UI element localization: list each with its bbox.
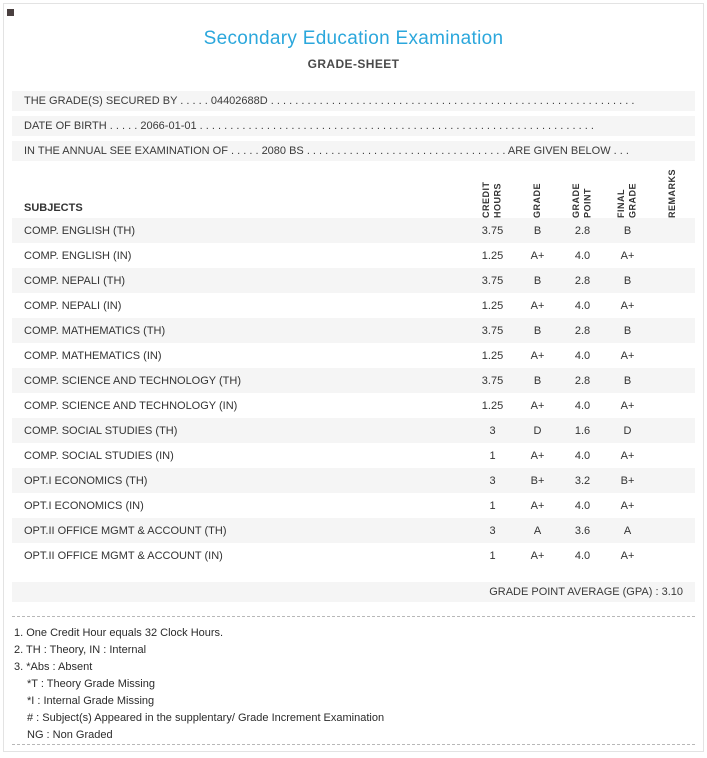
grade-point-cell: 4.0 [574,399,591,412]
grade-point-cell: 2.8 [574,274,591,287]
credit-hours-cell: 1.25 [481,349,504,362]
subject-cell: OPT.II OFFICE MGMT & ACCOUNT (TH) [24,524,227,537]
page-title: Secondary Education Examination [203,28,504,49]
column-header-remarks-label: REMARKS [666,168,677,218]
grade-table [12,166,695,568]
final-grade-cell: B+ [620,474,635,487]
grade-point-cell: 4.0 [574,349,591,362]
credit-hours-cell: 3 [489,424,496,437]
grade-point-cell: 2.8 [574,324,591,337]
footnote-item-text: 3. *Abs : Absent [14,661,93,673]
info-line [12,141,695,161]
footnote-item [12,642,695,659]
info-line [12,91,695,111]
subject-cell: COMP. SOCIAL STUDIES (IN) [24,449,174,462]
subject-cell: COMP. ENGLISH (TH) [24,224,136,237]
grade-sheet-page [3,3,704,752]
final-grade-cell: B [623,274,632,287]
subject-cell: OPT.I ECONOMICS (TH) [24,474,148,487]
footnote-sub-list [12,676,695,744]
credit-hours-cell: 3.75 [481,224,504,237]
table-row [12,368,695,393]
subject-cell: COMP. SCIENCE AND TECHNOLOGY (TH) [24,374,241,387]
subject-cell: COMP. NEPALI (TH) [24,274,126,287]
grade-point-cell: 4.0 [574,249,591,262]
grade-cell: A+ [530,249,545,262]
page-subtitle: GRADE-SHEET [307,57,400,71]
subject-cell: COMP. ENGLISH (IN) [24,249,132,262]
table-row [12,543,695,568]
grade-cell: B+ [530,474,545,487]
final-grade-cell: B [623,324,632,337]
grade-cell: B [533,224,542,237]
info-line-text: DATE OF BIRTH . . . . . 2066-01-01 . . . . . . . . . . . . . . . . . . . . . . . . . . . . . . . . . . . . . . . . . . . . . . . . . . . . . . . . . . . . . . . . . [24,120,594,132]
final-grade-cell: D [623,424,632,437]
table-row [12,468,695,493]
info-line-text: IN THE ANNUAL SEE EXAMINATION OF . . . . . 2080 BS . . . . . . . . . . . . . . . . . . . . . . . . . . . . . . . . . ARE GIVEN BELOW . . . [24,145,629,157]
grade-point-cell: 4.0 [574,549,591,562]
gpa-value: 3.10 [661,586,683,598]
credit-hours-cell: 1 [489,449,496,462]
grade-point-cell: 3.2 [574,474,591,487]
gpa-line [12,582,695,602]
subject-cell: COMP. MATHEMATICS (TH) [24,324,166,337]
footnote-sub-item [12,676,695,693]
credit-hours-cell: 1.25 [481,299,504,312]
final-grade-cell: A+ [620,549,635,562]
grade-point-cell: 3.6 [574,524,591,537]
final-grade-cell: A+ [620,499,635,512]
final-grade-cell: A+ [620,449,635,462]
table-row [12,518,695,543]
grade-cell: A+ [530,549,545,562]
grade-point-cell: 4.0 [574,299,591,312]
footnote-item [12,625,695,642]
grade-point-cell: 4.0 [574,499,591,512]
footnote-sub-item-text: *I : Internal Grade Missing [27,695,155,707]
table-header [12,166,695,218]
grade-point-cell: 4.0 [574,449,591,462]
final-grade-cell: A+ [620,349,635,362]
column-header-final-grade-label: FINAL GRADE [615,182,638,218]
footnote-sub-item [12,710,695,727]
final-grade-cell: A+ [620,249,635,262]
table-body [12,218,695,568]
footnote-sub-item-text: # : Subject(s) Appeared in the supplentary/ Grade Increment Examination [27,712,385,724]
subject-cell: OPT.II OFFICE MGMT & ACCOUNT (IN) [24,549,223,562]
footnotes [12,625,695,744]
credit-hours-cell: 3.75 [481,324,504,337]
footnote-item [12,659,695,676]
table-row [12,318,695,343]
final-grade-cell: A+ [620,299,635,312]
credit-hours-cell: 3.75 [481,274,504,287]
credit-hours-cell: 3.75 [481,374,504,387]
gpa-label: GRADE POINT AVERAGE (GPA) : [489,586,659,598]
table-row [12,493,695,518]
info-line [12,116,695,136]
column-header-subjects: SUBJECTS [24,202,83,214]
subject-cell: COMP. NEPALI (IN) [24,299,122,312]
info-lines [12,91,695,161]
column-header-credit-hours [470,166,515,223]
table-row [12,268,695,293]
grade-cell: D [533,424,542,437]
credit-hours-cell: 1.25 [481,399,504,412]
subject-cell: COMP. MATHEMATICS (IN) [24,349,162,362]
table-row [12,418,695,443]
footnote-item-text: 1. One Credit Hour equals 32 Clock Hours. [14,627,224,639]
final-grade-cell: A+ [620,399,635,412]
footnote-sub-item [12,693,695,710]
credit-hours-cell: 1 [489,499,496,512]
footnote-sub-item-text: NG : Non Graded [27,729,113,741]
final-grade-cell: A [623,524,632,537]
footnote-item-text: 2. TH : Theory, IN : Internal [14,644,147,656]
column-header-credit-hours-label: CREDIT HOURS [480,181,503,218]
final-grade-cell: B [623,374,632,387]
corner-marker [7,9,14,16]
grade-cell: A+ [530,499,545,512]
grade-cell: B [533,274,542,287]
footnote-sub-item-text: *T : Theory Grade Missing [27,678,155,690]
subject-cell: COMP. SOCIAL STUDIES (TH) [24,424,178,437]
column-header-grade-label: GRADE [531,182,542,218]
credit-hours-cell: 3 [489,524,496,537]
grade-cell: A+ [530,299,545,312]
footnote-list [12,625,695,676]
footnote-sub-item [12,727,695,744]
table-row [12,343,695,368]
table-row [12,293,695,318]
column-header-grade [515,166,560,223]
separator-top [12,616,695,617]
table-row [12,243,695,268]
column-header-grade-point [560,166,605,223]
grade-cell: B [533,374,542,387]
subject-cell: COMP. SCIENCE AND TECHNOLOGY (IN) [24,399,238,412]
credit-hours-cell: 3 [489,474,496,487]
grade-point-cell: 2.8 [574,374,591,387]
grade-point-cell: 1.6 [574,424,591,437]
grade-cell: A+ [530,399,545,412]
final-grade-cell: B [623,224,632,237]
column-header-final-grade [605,166,650,223]
grade-cell: A+ [530,349,545,362]
grade-point-cell: 2.8 [574,224,591,237]
subject-cell: OPT.I ECONOMICS (IN) [24,499,144,512]
info-line-text: THE GRADE(S) SECURED BY . . . . . 04402688D . . . . . . . . . . . . . . . . . . . . . . . . . . . . . . . . . . . . . . . . . . . . . . . . . . . . . . . . . . . . [24,95,635,107]
grade-cell: B [533,324,542,337]
credit-hours-cell: 1.25 [481,249,504,262]
column-header-grade-point-label: GRADE POINT [570,182,593,218]
table-row [12,443,695,468]
column-header-remarks [650,166,695,223]
table-row [12,393,695,418]
grade-cell: A+ [530,449,545,462]
credit-hours-cell: 1 [489,549,496,562]
grade-cell: A [533,524,542,537]
separator-bottom [12,744,695,745]
